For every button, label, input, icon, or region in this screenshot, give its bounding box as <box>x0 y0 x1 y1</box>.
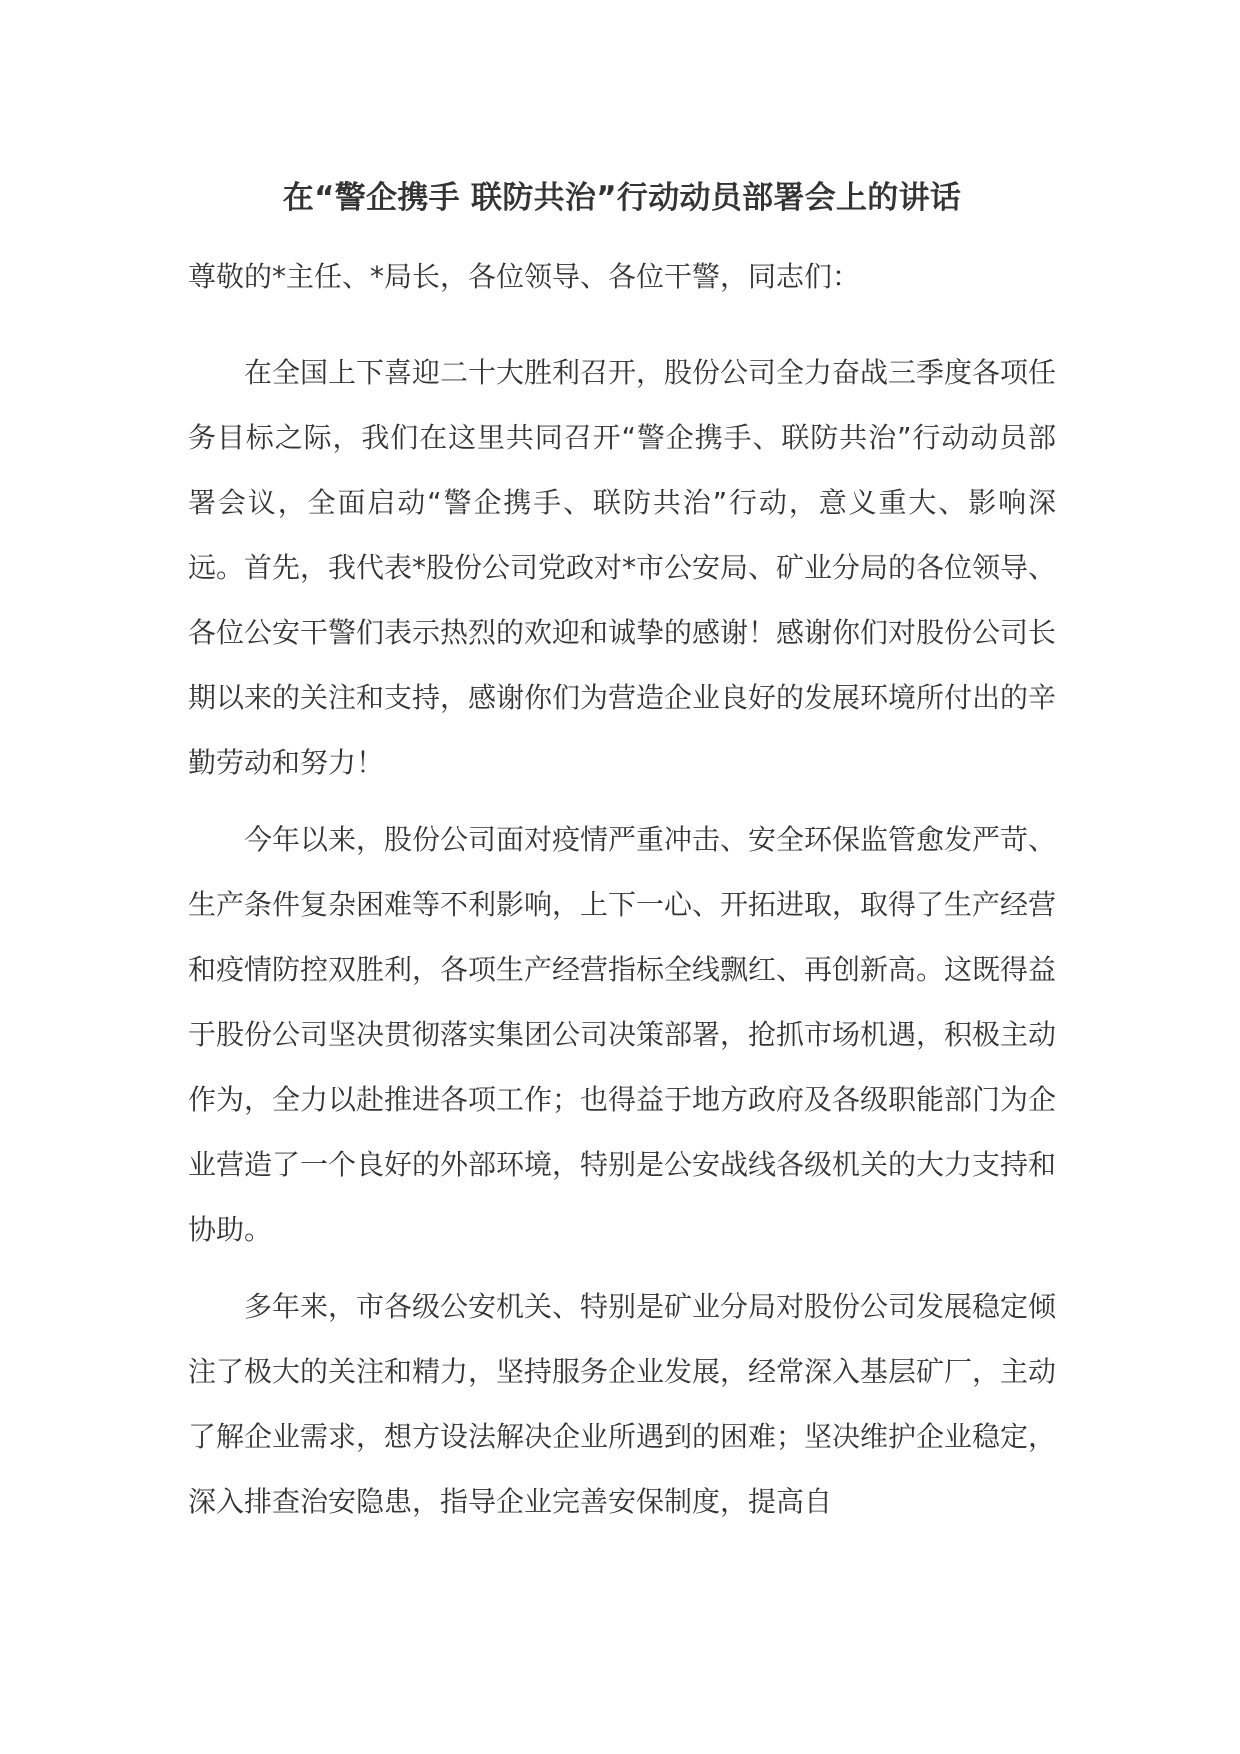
paragraph-3: 多年来，市各级公安机关、特别是矿业分局对股份公司发展稳定倾注了极大的关注和精力，坚持服务企业发展，经常深入基层矿厂，主动了解企业需求，想方设法解决企业所遇到的困难；坚决维护企业稳定，深入排查治安隐患，指导企业完善安保制度，提高自 <box>188 1290 1057 1518</box>
salutation: 尊敬的*主任、*局长，各位领导、各位干警，同志们： <box>188 260 861 293</box>
document-title: 在“警企携手 联防共治”行动动员部署会上的讲话 <box>282 180 962 216</box>
paragraph-1: 在全国上下喜迎二十大胜利召开，股份公司全力奋战三季度各项任务目标之际，我们在这里共同召开“警企携手、联防共治”行动动员部署会议，全面启动“警企携手、联防共治”行动，意义重大、影响深远。首先，我代表*股份公司党政对*市公安局、矿业分局的各位领导、各位公安干警们表示热烈的欢迎和诚挚的感谢！感谢你们对股份公司长期以来的关注和支持，感谢你们为营造企业良好的发展环境所付出的辛勤劳动和努力！ <box>188 356 1057 779</box>
paragraph-2: 今年以来，股份公司面对疫情严重冲击、安全环保监管愈发严苛、生产条件复杂困难等不利影响，上下一心、开拓进取，取得了生产经营和疫情防控双胜利，各项生产经营指标全线飘红、再创新高。这既得益于股份公司坚决贯彻落实集团公司决策部署，抢抓市场机遇，积极主动作为，全力以赴推进各项工作；也得益于地方政府及各级职能部门为企业营造了一个良好的外部环境，特别是公安战线各级机关的大力支持和协助。 <box>188 823 1057 1246</box>
